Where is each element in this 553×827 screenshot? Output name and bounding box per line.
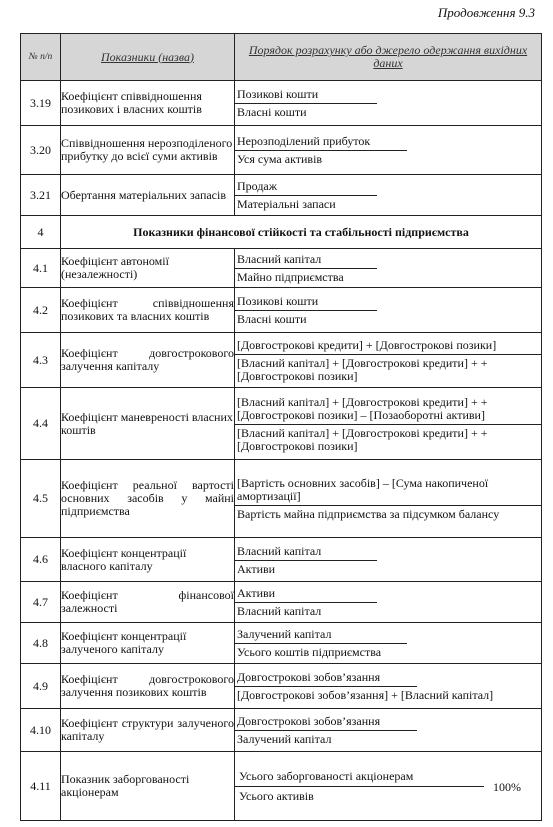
row-num: 4.8: [21, 623, 61, 664]
formula-fraction: [235, 709, 541, 751]
formula-numerator: Нерозподілений прибуток: [235, 133, 407, 151]
table-row: [21, 623, 542, 664]
row-name: Обертання матеріальних запасів: [61, 175, 235, 216]
row-name: Показник заборгованості акціонерам: [61, 752, 235, 821]
formula-fraction: [235, 460, 541, 537]
formula-numerator: Залучений капітал: [235, 626, 407, 644]
row-name: Коефіцієнт маневреності власних коштів: [61, 388, 235, 460]
row-name: Коефіцієнт фінансової залежності: [61, 582, 235, 623]
formula-denominator: Власний капітал: [237, 604, 322, 619]
formula-fraction: [235, 175, 541, 215]
table-row: [21, 175, 542, 216]
formula-numerator: Позикові кошти: [235, 86, 377, 104]
formula-fraction: [235, 538, 541, 581]
row-name: Коефіцієнт реальної вартості основних засобів у майні підприємства: [61, 460, 235, 538]
header-num: № п/п: [21, 34, 61, 81]
row-name: Коефіцієнт концентрації власного капіталу: [61, 538, 235, 582]
row-name: Коефіцієнт співвідношення позикових і власних коштів: [61, 81, 235, 126]
table-row: [21, 288, 542, 333]
row-name: Співвідношення нерозподіленого прибутку до всієї суми активів: [61, 126, 235, 175]
row-num: 4.9: [21, 664, 61, 709]
formula-numerator: Власний капітал: [235, 543, 377, 561]
header-name: Показники (назва): [61, 34, 235, 81]
row-num: 4.1: [21, 249, 61, 288]
formula-fraction: [235, 752, 541, 820]
row-num: 3.19: [21, 81, 61, 126]
formula-denominator: Уся сума активів: [237, 152, 323, 167]
formula-numerator: Власний капітал: [235, 251, 377, 269]
row-num: 4.3: [21, 333, 61, 388]
formula-fraction: [235, 664, 541, 708]
row-num: 3.20: [21, 126, 61, 175]
formula-fraction: [235, 126, 541, 174]
formula-numerator: [Довгострокові кредити] + [Довгострокові позики]: [235, 337, 541, 355]
formula-denominator: Власні кошти: [237, 312, 307, 327]
formula-denominator: [Довгострокові зобов’язання] + [Власний капітал]: [237, 688, 494, 703]
row-name: Коефіцієнт автономії (незалежності): [61, 249, 235, 288]
row-num: 4.10: [21, 709, 61, 752]
formula-denominator: Майно підприємства: [237, 270, 344, 285]
formula-denominator: Власні кошти: [237, 105, 307, 120]
row-num: 4.11: [21, 752, 61, 821]
header-formula: Порядок розрахунку або джерело одержання вихідних даних: [235, 34, 542, 81]
formula-denominator: [Власний капітал] + [Довгострокові кредити] + + [Довгострокові позики]: [237, 425, 488, 453]
table-row: [21, 709, 542, 752]
formula-fraction: [235, 288, 541, 332]
formula-fraction: [235, 333, 541, 387]
table-row: [21, 582, 542, 623]
continuation-label: Продовження 9.3: [437, 5, 535, 20]
row-num: 4.6: [21, 538, 61, 582]
row-name: Коефіцієнт співвідношення позикових та власних коштів: [61, 288, 235, 333]
row-num: 4.2: [21, 288, 61, 333]
table-row: [21, 126, 542, 175]
row-num: 4.5: [21, 460, 61, 538]
table-row: [21, 752, 542, 821]
indicators-table: [20, 33, 542, 821]
formula-fraction: [235, 388, 541, 459]
formula-numerator: Активи: [235, 585, 377, 603]
formula-fraction: [235, 623, 541, 663]
row-name: Коефіцієнт довгострокового залучення позикових коштів: [61, 664, 235, 709]
formula-denominator: [Власний капітал] + [Довгострокові кредити] + + [Довгострокові позики]: [237, 355, 488, 383]
row-name: Коефіцієнт структури залученого капіталу: [61, 709, 235, 752]
table-row: [21, 81, 542, 126]
formula-fraction: [235, 582, 541, 622]
row-name: Коефіцієнт довгострокового залучення капіталу: [61, 333, 235, 388]
formula-numerator: Довгострокові зобов’язання: [235, 669, 417, 687]
formula-numerator: Довгострокові зобов’язання: [235, 713, 417, 731]
formula-denominator: Активи: [237, 561, 276, 576]
table-row: [21, 538, 542, 582]
row-num: 3.21: [21, 175, 61, 216]
table-row: [21, 333, 542, 388]
formula-numerator: Продаж: [235, 178, 377, 196]
formula-denominator: Вартість майна підприємства за підсумком балансу: [237, 507, 500, 522]
formula-numerator: Усього заборгованості акціонерам: [235, 768, 484, 787]
table-row: [21, 249, 542, 288]
formula-denominator: Матеріальні запаси: [237, 197, 336, 212]
formula-numerator: [Вартість основних засобів] – [Сума накопиченої амортизації]: [235, 475, 541, 506]
section-title: Показники фінансової стійкості та стабільності підприємства: [61, 216, 542, 249]
row-num: 4.4: [21, 388, 61, 460]
table-header-row: [21, 34, 542, 81]
section-row: [21, 216, 542, 249]
table-row: [21, 460, 542, 538]
section-num: 4: [21, 216, 61, 249]
formula-fraction: [235, 81, 541, 125]
row-num: 4.7: [21, 582, 61, 623]
formula-denominator: Залучений капітал: [237, 732, 332, 747]
multiplier-percent: 100%: [493, 779, 521, 794]
row-name: Коефіцієнт концентрації залученого капіталу: [61, 623, 235, 664]
formula-denominator: Усього коштів підприємства: [237, 645, 382, 660]
formula-fraction: [235, 249, 541, 287]
table-row: [21, 664, 542, 709]
formula-numerator: [Власний капітал] + [Довгострокові кредити] + + [Довгострокові позики] – [Позаоборотні активи]: [235, 394, 541, 425]
table-row: [21, 388, 542, 460]
formula-numerator: Позикові кошти: [235, 293, 377, 311]
formula-denominator: Усього активів: [239, 789, 314, 804]
